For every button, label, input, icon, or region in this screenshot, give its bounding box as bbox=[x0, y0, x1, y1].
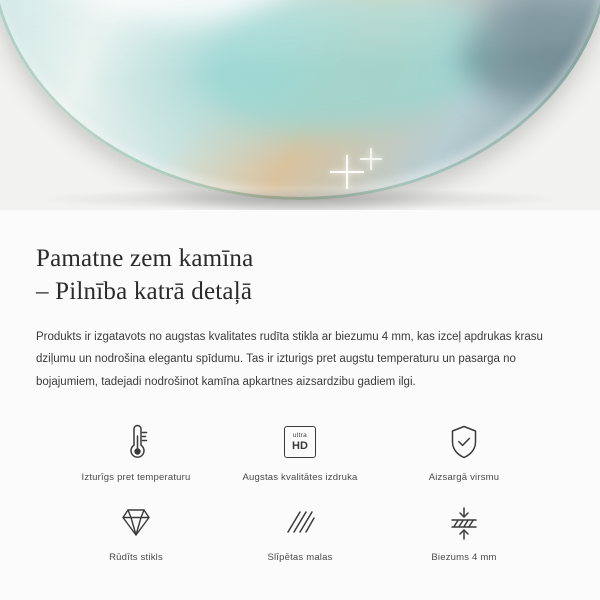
feature-item-thickness bbox=[382, 499, 546, 563]
diamond-icon bbox=[117, 499, 155, 545]
polished-edges-icon bbox=[283, 499, 317, 545]
page-title bbox=[36, 242, 564, 308]
hero-image bbox=[0, 0, 600, 210]
feature-grid bbox=[36, 419, 564, 563]
feature-item-surface-protection bbox=[382, 419, 546, 483]
page-title-line-1: Pamatne zem kamīna bbox=[36, 245, 254, 272]
feature-label: Izturīgs pret temperaturu bbox=[81, 472, 191, 484]
ultra-hd-icon bbox=[284, 419, 316, 465]
marble-swirl bbox=[194, 0, 507, 145]
description-paragraph: Produkts ir izgatavots no augstas kvalitates rudīta stikla ar biezumu 4 mm, kas izceļ apdrukas krasu dziļumu un nodrošina elegantu spīdumu. Tas ir izturigs pret augstu temperaturu un pasarga no bojajumiem, tadejadi nodrošinot kamīna apkartnes aizsardzibu gadiem ilgi. bbox=[36, 331, 543, 388]
feature-item-tempered-glass bbox=[54, 499, 218, 563]
feature-item-print-quality bbox=[218, 419, 382, 483]
page-title-line-2: – Pilnība katrā detaļā bbox=[36, 278, 253, 305]
feature-label: Rūdīts stikls bbox=[109, 552, 163, 564]
feature-label: Slīpētas malas bbox=[267, 552, 333, 564]
thermometer-icon bbox=[121, 419, 151, 465]
feature-label: Biezums 4 mm bbox=[431, 552, 497, 564]
feature-item-polished-edges bbox=[218, 499, 382, 563]
feature-item-temperature bbox=[54, 419, 218, 483]
feature-label: Augstas kvalitātes izdruka bbox=[242, 472, 358, 484]
ultra-hd-badge-top: ultra bbox=[292, 432, 308, 440]
ultra-hd-badge-bottom: HD bbox=[292, 439, 308, 452]
glass-plate-graphic bbox=[0, 0, 600, 200]
feature-label: Aizsargā virsmu bbox=[428, 472, 500, 484]
content-block bbox=[0, 210, 600, 563]
thickness-icon bbox=[447, 499, 481, 545]
shield-check-icon bbox=[448, 419, 480, 465]
